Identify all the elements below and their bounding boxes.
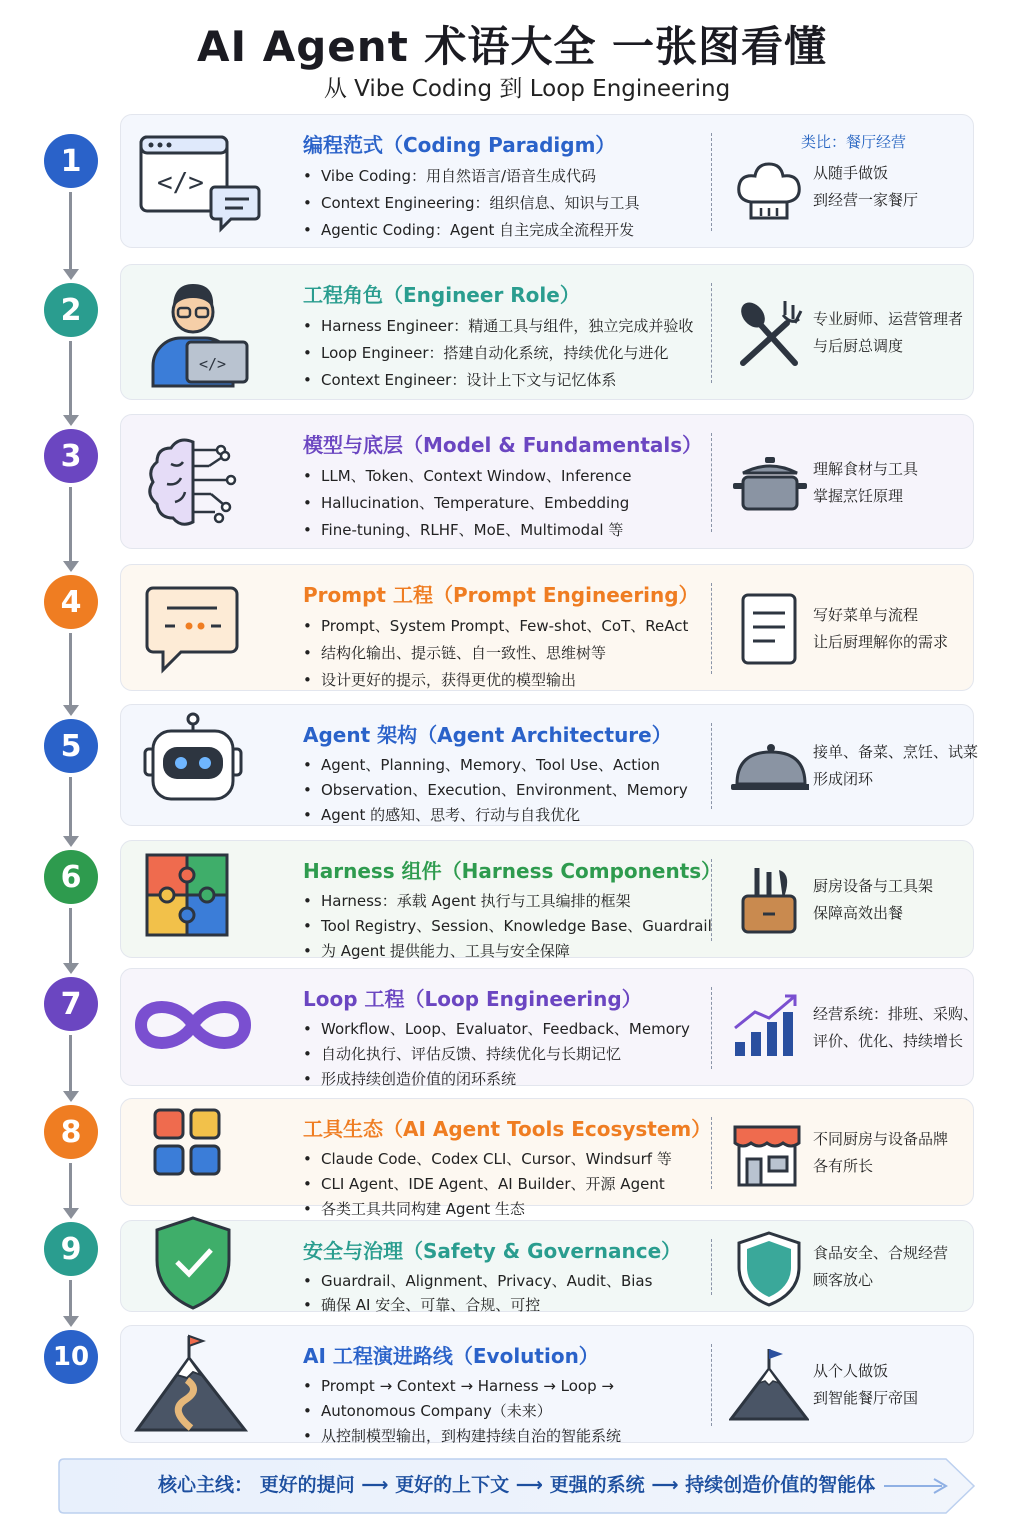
section-divider bbox=[711, 283, 712, 383]
chef-hat-icon bbox=[729, 152, 809, 232]
analogy-line: 从个人做饭 bbox=[813, 1362, 889, 1380]
analogy-line: 理解食材与工具 bbox=[813, 460, 919, 478]
analogy-line: 形成闭环 bbox=[813, 770, 874, 788]
section-divider bbox=[711, 1344, 712, 1426]
analogy-line: 接单、备菜、烹饪、试菜 bbox=[813, 743, 979, 761]
analogy-text bbox=[813, 602, 948, 656]
timeline bbox=[0, 0, 120, 1536]
bullet-item: • CLI Agent、IDE Agent、AI Builder、开源 Agent bbox=[303, 1172, 672, 1197]
bullet-item: • Harness Engineer：精通工具与组件，独立完成并验收 bbox=[303, 313, 693, 340]
analogy-text bbox=[813, 1358, 918, 1412]
fork-spoon-icon bbox=[729, 293, 809, 373]
section-title: AI 工程演进路线（Evolution） bbox=[303, 1344, 599, 1368]
section-title: Agent 架构（Agent Architecture） bbox=[303, 723, 672, 747]
step-number-badge: 3 bbox=[44, 429, 98, 483]
step-number-badge: 2 bbox=[44, 283, 98, 337]
step-number-badge: 1 bbox=[44, 134, 98, 188]
analogy-line: 顾客放心 bbox=[813, 1271, 874, 1289]
section-card bbox=[120, 414, 974, 549]
section-title: 安全与治理（Safety & Governance） bbox=[303, 1239, 682, 1263]
code-window-icon bbox=[131, 127, 261, 237]
step-number-badge: 6 bbox=[44, 850, 98, 904]
analogy-line: 各有所长 bbox=[813, 1157, 874, 1175]
growth-chart-icon bbox=[729, 988, 809, 1068]
bullet-item: • Guardrail、Alignment、Privacy、Audit、Bias bbox=[303, 1269, 652, 1293]
bullet-item: • Tool Registry、Session、Knowledge Base、Guardrail bbox=[303, 914, 712, 939]
bullet-item: • Agent、Planning、Memory、Tool Use、Action bbox=[303, 753, 688, 778]
footer-step: 持续创造价值的智能体 bbox=[685, 1474, 876, 1496]
analogy-line: 让后厨理解你的需求 bbox=[813, 633, 949, 651]
analogy-text bbox=[813, 873, 933, 927]
section-title: Prompt 工程（Prompt Engineering） bbox=[303, 583, 699, 607]
bullet-list bbox=[303, 613, 688, 694]
brain-circuit-icon bbox=[131, 428, 261, 538]
step-number-badge: 4 bbox=[44, 575, 98, 629]
bullet-list bbox=[303, 463, 632, 544]
analogy-line: 经营系统：排班、采购、 bbox=[813, 1005, 979, 1023]
footer-step: 更好的上下文 bbox=[395, 1474, 510, 1496]
section-divider bbox=[711, 1239, 712, 1295]
shield-icon bbox=[729, 1227, 809, 1307]
infinity-icon bbox=[131, 973, 261, 1083]
timeline-connector bbox=[69, 487, 72, 561]
analogy-line: 厨房设备与工具架 bbox=[813, 877, 934, 895]
timeline-connector bbox=[69, 908, 72, 963]
bullet-item: • Autonomous Company（未来） bbox=[303, 1399, 621, 1424]
arrow-down-icon bbox=[63, 963, 79, 974]
arrow-down-icon bbox=[63, 561, 79, 572]
analogy-line: 食品安全、合规经营 bbox=[813, 1244, 949, 1262]
timeline-connector bbox=[69, 1280, 72, 1316]
bullet-list bbox=[303, 1269, 652, 1317]
section-card bbox=[120, 704, 979, 826]
footer-arrow: ⟶ bbox=[651, 1474, 679, 1496]
bullet-item: • Context Engineering：组织信息、知识与工具 bbox=[303, 190, 640, 217]
footer-text bbox=[158, 1470, 875, 1497]
analogy-line: 到智能餐厅帝国 bbox=[813, 1389, 919, 1407]
analogy-text bbox=[813, 306, 963, 360]
analogy-line: 从随手做饭 bbox=[813, 164, 889, 182]
shield-check-icon bbox=[131, 1212, 261, 1322]
footer-step: 更强的系统 bbox=[549, 1474, 645, 1496]
bullet-item: • Workflow、Loop、Evaluator、Feedback、Memory bbox=[303, 1017, 690, 1042]
bullet-item: • Claude Code、Codex CLI、Cursor、Windsurf 等 bbox=[303, 1147, 672, 1172]
section-title: 工程角色（Engineer Role） bbox=[303, 283, 580, 307]
analogy-text bbox=[813, 1240, 948, 1294]
chat-bubble-icon bbox=[131, 574, 261, 684]
section-card bbox=[120, 264, 974, 400]
section-divider bbox=[711, 433, 712, 532]
bullet-list bbox=[303, 313, 693, 394]
analogy-line: 评价、优化、持续增长 bbox=[813, 1032, 964, 1050]
bullet-item: • Agent 的感知、思考、行动与自我优化 bbox=[303, 803, 688, 828]
svg-text:</>: </> bbox=[199, 355, 227, 373]
timeline-connector bbox=[69, 341, 72, 415]
arrow-down-icon bbox=[63, 836, 79, 847]
section-divider bbox=[711, 723, 712, 809]
bullet-list bbox=[303, 1374, 621, 1449]
section-title: 工具生态（AI Agent Tools Ecosystem） bbox=[303, 1117, 712, 1141]
analogy-text bbox=[813, 739, 978, 793]
step-number-badge: 5 bbox=[44, 719, 98, 773]
analogy-text bbox=[813, 1001, 978, 1055]
analogy-line: 与后厨总调度 bbox=[813, 337, 904, 355]
section-divider bbox=[711, 859, 712, 941]
bullet-list bbox=[303, 753, 688, 828]
footer-banner bbox=[58, 1458, 976, 1514]
section-divider bbox=[711, 583, 712, 674]
bullet-item: • Context Engineer：设计上下文与记忆体系 bbox=[303, 367, 693, 394]
bullet-list bbox=[303, 889, 712, 964]
bullet-list bbox=[303, 1147, 672, 1222]
bullet-item: • Agentic Coding：Agent 自主完成全流程开发 bbox=[303, 217, 640, 244]
bullet-item: • 从控制模型输出，到构建持续自治的智能系统 bbox=[303, 1424, 621, 1449]
bullet-item: • Fine-tuning、RLHF、MoE、Multimodal 等 bbox=[303, 517, 632, 544]
analogy-line: 专业厨师、运营管理者 bbox=[813, 310, 964, 328]
step-number-badge: 8 bbox=[44, 1105, 98, 1159]
engineer-laptop-icon bbox=[131, 278, 261, 388]
bullet-item: • 设计更好的提示，获得更优的模型输出 bbox=[303, 667, 688, 694]
bullet-item: • Loop Engineer：搭建自动化系统，持续优化与进化 bbox=[303, 340, 693, 367]
analogy-text bbox=[813, 160, 918, 214]
bullet-item: • LLM、Token、Context Window、Inference bbox=[303, 463, 632, 490]
section-divider bbox=[711, 987, 712, 1069]
bullet-list bbox=[303, 1017, 690, 1092]
cloche-icon bbox=[729, 726, 809, 806]
section-card bbox=[120, 114, 974, 248]
section-card bbox=[120, 1098, 974, 1218]
timeline-connector bbox=[69, 192, 72, 269]
timeline-connector bbox=[69, 1163, 72, 1208]
analogy-heading: 类比：餐厅经营 bbox=[801, 133, 907, 151]
menu-document-icon bbox=[729, 589, 809, 669]
section-card bbox=[120, 840, 974, 958]
arrow-down-icon bbox=[63, 1091, 79, 1102]
analogy-line: 不同厨房与设备品牌 bbox=[813, 1130, 949, 1148]
section-card bbox=[120, 1325, 974, 1443]
bullet-item: • 各类工具共同构建 Agent 生态 bbox=[303, 1197, 672, 1222]
bullet-item: • 确保 AI 安全、可靠、合规、可控 bbox=[303, 1293, 652, 1317]
timeline-connector bbox=[69, 1035, 72, 1091]
page-title: AI Agent 术语大全 一张图看懂 bbox=[196, 22, 828, 71]
bullet-item: • Vibe Coding：用自然语言/语音生成代码 bbox=[303, 163, 640, 190]
bullet-item: • Observation、Execution、Environment、Memory bbox=[303, 778, 688, 803]
footer-arrow: ⟶ bbox=[515, 1474, 544, 1496]
arrow-down-icon bbox=[63, 269, 79, 280]
analogy-text bbox=[813, 1126, 948, 1180]
bullet-list bbox=[303, 163, 640, 244]
step-number-badge: 10 bbox=[44, 1330, 98, 1384]
bullet-item: • 形成持续创造价值的闭环系统 bbox=[303, 1067, 690, 1092]
page-subtitle: 从 Vibe Coding 到 Loop Engineering bbox=[323, 76, 731, 102]
app-grid-icon bbox=[131, 1098, 261, 1208]
footer-label: 核心主线： bbox=[158, 1474, 254, 1496]
utensil-holder-icon bbox=[729, 860, 809, 940]
mountain-flag-icon bbox=[729, 1345, 809, 1425]
puzzle-icon bbox=[131, 845, 261, 955]
cooking-pot-icon bbox=[729, 443, 809, 523]
svg-text:</>: </> bbox=[157, 168, 204, 198]
footer-arrow: ⟶ bbox=[361, 1474, 389, 1496]
analogy-line: 写好菜单与流程 bbox=[813, 606, 919, 624]
section-card bbox=[120, 564, 974, 691]
arrow-down-icon bbox=[63, 1316, 79, 1327]
bullet-item: • Prompt、System Prompt、Few-shot、CoT、ReAct bbox=[303, 613, 688, 640]
arrow-down-icon bbox=[63, 705, 79, 716]
analogy-text bbox=[813, 456, 918, 510]
bullet-item: • Harness：承载 Agent 执行与工具编排的框架 bbox=[303, 889, 712, 914]
section-title: Loop 工程（Loop Engineering） bbox=[303, 987, 642, 1011]
section-card bbox=[120, 968, 979, 1088]
step-number-badge: 7 bbox=[44, 977, 98, 1031]
bullet-item: • 为 Agent 提供能力、工具与安全保障 bbox=[303, 939, 712, 964]
analogy-line: 掌握烹饪原理 bbox=[813, 487, 904, 505]
robot-icon bbox=[131, 711, 261, 821]
mountain-path-icon bbox=[131, 1330, 261, 1440]
section-title: 模型与底层（Model & Fundamentals） bbox=[303, 433, 703, 457]
footer-step: 更好的提问 bbox=[259, 1474, 355, 1496]
timeline-connector bbox=[69, 777, 72, 836]
bullet-item: • Prompt → Context → Harness → Loop → bbox=[303, 1374, 621, 1399]
analogy-line: 保障高效出餐 bbox=[813, 904, 904, 922]
section-divider bbox=[711, 133, 712, 231]
section-card bbox=[120, 1220, 974, 1312]
section-title: Harness 组件（Harness Components） bbox=[303, 859, 722, 883]
bullet-item: • 自动化执行、评估反馈、持续优化与长期记忆 bbox=[303, 1042, 690, 1067]
bullet-item: • Hallucination、Temperature、Embedding bbox=[303, 490, 632, 517]
section-divider bbox=[711, 1117, 712, 1189]
arrow-down-icon bbox=[63, 415, 79, 426]
arrow-down-icon bbox=[63, 1208, 79, 1219]
step-number-badge: 9 bbox=[44, 1222, 98, 1276]
bullet-item: • 结构化输出、提示链、自一致性、思维树等 bbox=[303, 640, 688, 667]
storefront-icon bbox=[729, 1113, 809, 1193]
analogy-line: 到经营一家餐厅 bbox=[813, 191, 919, 209]
timeline-connector bbox=[69, 633, 72, 705]
section-title: 编程范式（Coding Paradigm） bbox=[303, 133, 616, 157]
